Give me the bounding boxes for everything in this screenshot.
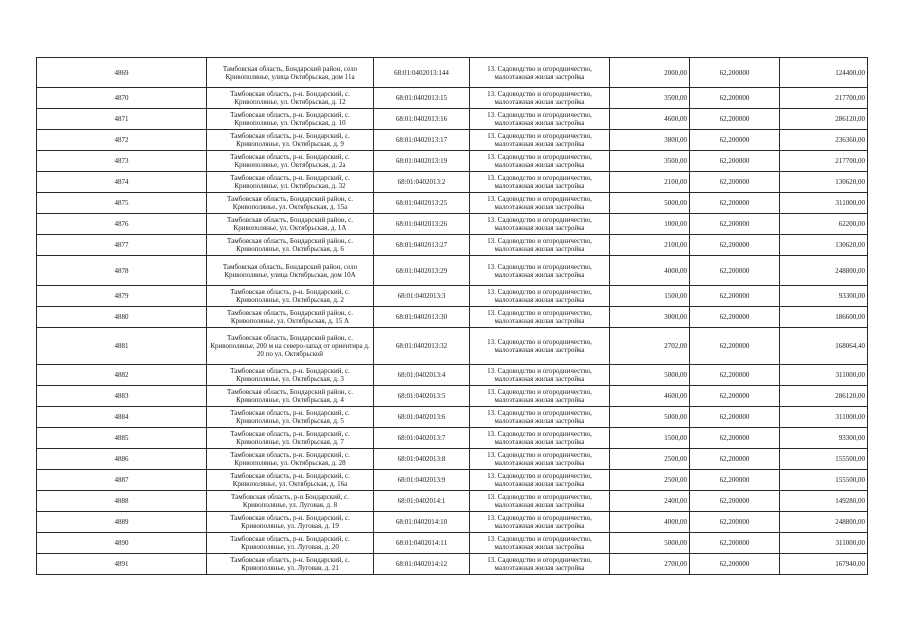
specific-value-cell: 62,200000: [690, 58, 780, 88]
table-row: [37, 193, 868, 214]
row-number: 4889: [37, 512, 207, 533]
row-number: 4869: [37, 58, 207, 88]
area-cell: 5000,00: [610, 407, 690, 428]
land-use-cell: 13. Садоводство и огородничество, малоэтажная жилая застройка: [470, 470, 610, 491]
table-row: [37, 256, 868, 286]
row-number: 4876: [37, 214, 207, 235]
specific-value-cell: 62,200000: [690, 214, 780, 235]
specific-value-cell: 62,200000: [690, 512, 780, 533]
area-cell: 4600,00: [610, 109, 690, 130]
specific-value-cell: 62,200000: [690, 286, 780, 307]
cadastral-value-cell: 248800,00: [780, 256, 868, 286]
row-number: 4877: [37, 235, 207, 256]
cadastral-value-cell: 311000,00: [780, 533, 868, 554]
cadastral-number-cell: 68:01:0402014:10: [374, 512, 470, 533]
address-cell: Тамбовская область, Бондарский район, с. Кривополянье, ул. Октябрьская, д. 15 А: [207, 307, 374, 328]
table-row: [37, 470, 868, 491]
land-use-cell: 13. Садоводство и огородничество, малоэтажная жилая застройка: [470, 386, 610, 407]
specific-value-cell: 62,200000: [690, 449, 780, 470]
cadastral-value-cell: 168064,40: [780, 328, 868, 365]
land-use-cell: 13. Садоводство и огородничество, малоэтажная жилая застройка: [470, 533, 610, 554]
land-use-cell: 13. Садоводство и огородничество, малоэтажная жилая застройка: [470, 449, 610, 470]
cadastral-value-cell: 130620,00: [780, 235, 868, 256]
specific-value-cell: 62,200000: [690, 491, 780, 512]
table-row: [37, 307, 868, 328]
row-number: 4886: [37, 449, 207, 470]
cadastral-value-cell: 93300,00: [780, 428, 868, 449]
table-row: [37, 554, 868, 575]
land-use-cell: 13. Садоводство и огородничество, малоэтажная жилая застройка: [470, 554, 610, 575]
cadastral-number-cell: 68:01:0402013:19: [374, 151, 470, 172]
cadastral-value-cell: 236360,00: [780, 130, 868, 151]
row-number: 4872: [37, 130, 207, 151]
land-use-cell: 13. Садоводство и огородничество, малоэтажная жилая застройка: [470, 328, 610, 365]
row-number: 4891: [37, 554, 207, 575]
address-cell: Тамбовская область, Бондарский район, с. Кривополянье, 200 м на северо-запад от ориентира д. 20 по ул. Октябрьской: [207, 328, 374, 365]
address-cell: Тамбовская область, р-н. Бондарский, с. Кривополянье, ул. Октябрьская, д. 28: [207, 449, 374, 470]
row-number: 4871: [37, 109, 207, 130]
row-number: 4878: [37, 256, 207, 286]
table-row: [37, 386, 868, 407]
table-row: [37, 88, 868, 109]
land-use-cell: 13. Садоводство и огородничество, малоэтажная жилая застройка: [470, 235, 610, 256]
table-row: [37, 328, 868, 365]
cadastral-number-cell: 68:01:0402013:29: [374, 256, 470, 286]
specific-value-cell: 62,200000: [690, 307, 780, 328]
specific-value-cell: 62,200000: [690, 172, 780, 193]
row-number: 4888: [37, 491, 207, 512]
cadastral-value-cell: 93300,00: [780, 286, 868, 307]
cadastral-number-cell: 68:01:0402013:7: [374, 428, 470, 449]
cadastral-value-cell: 217700,00: [780, 151, 868, 172]
specific-value-cell: 62,200000: [690, 256, 780, 286]
cadastral-value-cell: 124400,00: [780, 58, 868, 88]
row-number: 4870: [37, 88, 207, 109]
area-cell: 2100,00: [610, 235, 690, 256]
table-row: [37, 172, 868, 193]
cadastral-number-cell: 68:01:0402013:15: [374, 88, 470, 109]
specific-value-cell: 62,200000: [690, 130, 780, 151]
cadastral-number-cell: 68:01:0402013:25: [374, 193, 470, 214]
specific-value-cell: 62,200000: [690, 533, 780, 554]
address-cell: Тамбовская область, р-н. Бондарский, с. Кривополянье, ул. Октябрьская, д. 2а: [207, 151, 374, 172]
cadastral-number-cell: 68:01:0402013:3: [374, 286, 470, 307]
specific-value-cell: 62,200000: [690, 88, 780, 109]
table-row: [37, 151, 868, 172]
cadastral-value-cell: 155500,00: [780, 470, 868, 491]
specific-value-cell: 62,200000: [690, 151, 780, 172]
cadastral-value-cell: 311000,00: [780, 193, 868, 214]
area-cell: 2400,00: [610, 491, 690, 512]
cadastral-number-cell: 68:01:0402013:144: [374, 58, 470, 88]
cadastral-number-cell: 68:01:0402013:2: [374, 172, 470, 193]
address-cell: Тамбовская область, Бондарский район, с. Кривополянье, ул. Октябрьская, д. 6: [207, 235, 374, 256]
area-cell: 2700,00: [610, 554, 690, 575]
area-cell: 2500,00: [610, 470, 690, 491]
cadastral-number-cell: 68:01:0402013:27: [374, 235, 470, 256]
cadastral-value-cell: 186600,00: [780, 307, 868, 328]
area-cell: 2100,00: [610, 172, 690, 193]
area-cell: 5000,00: [610, 533, 690, 554]
area-cell: 3500,00: [610, 151, 690, 172]
address-cell: Тамбовская область, р-н. Бондарский, с. Кривополянье, ул. Октябрьская, д. 2: [207, 286, 374, 307]
address-cell: Тамбовская область, р-н. Бондарский, с. Кривополянье, ул. Октябрьская, д. 12: [207, 88, 374, 109]
land-use-cell: 13. Садоводство и огородничество, малоэтажная жилая застройка: [470, 172, 610, 193]
address-cell: Тамбовская область, Бондарский район, с. Кривополянье, ул. Октябрьская, д. 4: [207, 386, 374, 407]
area-cell: 1500,00: [610, 286, 690, 307]
area-cell: 5000,00: [610, 365, 690, 386]
land-use-cell: 13. Садоводство и огородничество, малоэтажная жилая застройка: [470, 365, 610, 386]
address-cell: Тамбовская область, р-н. Бондарский, с. Кривополянье, ул. Луговая, д. 20: [207, 533, 374, 554]
row-number: 4875: [37, 193, 207, 214]
area-cell: 3500,00: [610, 88, 690, 109]
address-cell: Тамбовская область, р-н. Бондарский, с. Кривополянье, ул. Октябрьская, д. 16а: [207, 470, 374, 491]
cadastral-value-cell: 149280,00: [780, 491, 868, 512]
cadastral-number-cell: 68:01:0402013:6: [374, 407, 470, 428]
land-use-cell: 13. Садоводство и огородничество, малоэтажная жилая застройка: [470, 88, 610, 109]
row-number: 4880: [37, 307, 207, 328]
cadastral-number-cell: 68:01:0402013:32: [374, 328, 470, 365]
land-use-cell: 13. Садоводство и огородничество, малоэтажная жилая застройка: [470, 512, 610, 533]
land-use-cell: 13. Садоводство и огородничество, малоэтажная жилая застройка: [470, 109, 610, 130]
cadastral-value-cell: 311000,00: [780, 365, 868, 386]
address-cell: Тамбовская область, р-н. Бондарский, с. Кривополянье, ул. Луговая, д. 19: [207, 512, 374, 533]
cadastral-number-cell: 68:01:0402013:4: [374, 365, 470, 386]
table-row: [37, 449, 868, 470]
table-row: [37, 365, 868, 386]
address-cell: Тамбовская область, р-н. Бондарский, с. Кривополянье, ул. Октябрьская, д. 3: [207, 365, 374, 386]
table-row: [37, 407, 868, 428]
area-cell: 4000,00: [610, 256, 690, 286]
cadastral-number-cell: 68:01:0402013:26: [374, 214, 470, 235]
cadastral-number-cell: 68:01:0402014:12: [374, 554, 470, 575]
table-row: [37, 428, 868, 449]
land-use-cell: 13. Садоводство и огородничество, малоэтажная жилая застройка: [470, 130, 610, 151]
row-number: 4879: [37, 286, 207, 307]
land-use-cell: 13. Садоводство и огородничество, малоэтажная жилая застройка: [470, 193, 610, 214]
area-cell: 5000,00: [610, 193, 690, 214]
cadastral-number-cell: 68:01:0402014:11: [374, 533, 470, 554]
specific-value-cell: 62,200000: [690, 109, 780, 130]
specific-value-cell: 62,200000: [690, 554, 780, 575]
table-row: [37, 214, 868, 235]
specific-value-cell: 62,200000: [690, 365, 780, 386]
cadastral-number-cell: 68:01:0402013:8: [374, 449, 470, 470]
address-cell: Тамбовская область, Бондарский район, с. Кривополянье, ул. Октябрьская, д. 1А: [207, 214, 374, 235]
land-use-cell: 13. Садоводство и огородничество, малоэтажная жилая застройка: [470, 58, 610, 88]
specific-value-cell: 62,200000: [690, 407, 780, 428]
address-cell: Тамбовская область, Бондарский район, село Кривополянье, улица Октябрьская, дом 11а: [207, 58, 374, 88]
row-number: 4890: [37, 533, 207, 554]
specific-value-cell: 62,200000: [690, 386, 780, 407]
row-number: 4882: [37, 365, 207, 386]
row-number: 4873: [37, 151, 207, 172]
table-row: [37, 286, 868, 307]
table-row: [37, 235, 868, 256]
area-cell: 4600,00: [610, 386, 690, 407]
area-cell: 2000,00: [610, 58, 690, 88]
table-row: [37, 533, 868, 554]
address-cell: Тамбовская область, р-н. Бондарский, с. Кривополянье, ул. Луговая, д. 21: [207, 554, 374, 575]
address-cell: Тамбовская область, р-н. Бондарский, с. Кривополянье, ул. Октябрьская, д. 7: [207, 428, 374, 449]
area-cell: 4000,00: [610, 512, 690, 533]
cadastral-value-cell: 167940,00: [780, 554, 868, 575]
address-cell: Тамбовская область, р-н Бондарский, с. Кривополянье, ул. Луговая, д. 8: [207, 491, 374, 512]
table-row: [37, 512, 868, 533]
address-cell: Тамбовская область, Бондарский район, село Кривополянье, улица Октябрьская, дом 10А: [207, 256, 374, 286]
area-cell: 1500,00: [610, 428, 690, 449]
specific-value-cell: 62,200000: [690, 470, 780, 491]
table-row: [37, 109, 868, 130]
area-cell: 2702,00: [610, 328, 690, 365]
cadastral-number-cell: 68:01:0402013:9: [374, 470, 470, 491]
cadastral-number-cell: 68:01:0402014:1: [374, 491, 470, 512]
cadastral-value-cell: 217700,00: [780, 88, 868, 109]
land-use-cell: 13. Садоводство и огородничество, малоэтажная жилая застройка: [470, 307, 610, 328]
cadastral-number-cell: 68:01:0402013:30: [374, 307, 470, 328]
cadastral-number-cell: 68:01:0402013:5: [374, 386, 470, 407]
cadastral-value-cell: 248800,00: [780, 512, 868, 533]
table-row: [37, 130, 868, 151]
area-cell: 3800,00: [610, 130, 690, 151]
address-cell: Тамбовская область, р-н. Бондарский, с. Кривополянье, ул. Октябрьская, д. 5: [207, 407, 374, 428]
land-use-cell: 13. Садоводство и огородничество, малоэтажная жилая застройка: [470, 428, 610, 449]
cadastral-value-cell: 311000,00: [780, 407, 868, 428]
area-cell: 2500,00: [610, 449, 690, 470]
row-number: 4884: [37, 407, 207, 428]
row-number: 4885: [37, 428, 207, 449]
cadastral-number-cell: 68:01:0402013:17: [374, 130, 470, 151]
cadastral-value-cell: 62200,00: [780, 214, 868, 235]
land-use-cell: 13. Садоводство и огородничество, малоэтажная жилая застройка: [470, 407, 610, 428]
land-use-cell: 13. Садоводство и огородничество, малоэтажная жилая застройка: [470, 256, 610, 286]
cadastral-value-cell: 286120,00: [780, 109, 868, 130]
specific-value-cell: 62,200000: [690, 428, 780, 449]
specific-value-cell: 62,200000: [690, 193, 780, 214]
address-cell: Тамбовская область, р-н. Бондарский, с. Кривополянье, ул. Октябрьская, д. 32: [207, 172, 374, 193]
address-cell: Тамбовская область, р-н. Бондарский, с. Кривополянье, ул. Октябрьская, д. 9: [207, 130, 374, 151]
land-use-cell: 13. Садоводство и огородничество, малоэтажная жилая застройка: [470, 286, 610, 307]
cadastral-value-table: [36, 57, 868, 575]
row-number: 4887: [37, 470, 207, 491]
land-use-cell: 13. Садоводство и огородничество, малоэтажная жилая застройка: [470, 491, 610, 512]
table-row: [37, 491, 868, 512]
table-body: [37, 58, 868, 575]
cadastral-number-cell: 68:01:0402013:16: [374, 109, 470, 130]
row-number: 4883: [37, 386, 207, 407]
cadastral-value-cell: 130620,00: [780, 172, 868, 193]
area-cell: 3000,00: [610, 307, 690, 328]
cadastral-value-cell: 286120,00: [780, 386, 868, 407]
specific-value-cell: 62,200000: [690, 328, 780, 365]
land-use-cell: 13. Садоводство и огородничество, малоэтажная жилая застройка: [470, 214, 610, 235]
specific-value-cell: 62,200000: [690, 235, 780, 256]
row-number: 4874: [37, 172, 207, 193]
table-row: [37, 58, 868, 88]
address-cell: Тамбовская область, р-н. Бондарский, с. Кривополянье, ул. Октябрьская, д. 10: [207, 109, 374, 130]
cadastral-value-cell: 155500,00: [780, 449, 868, 470]
address-cell: Тамбовская область, Бондарский район, с. Кривополянье, ул. Октябрьская, д. 15а: [207, 193, 374, 214]
row-number: 4881: [37, 328, 207, 365]
land-use-cell: 13. Садоводство и огородничество, малоэтажная жилая застройка: [470, 151, 610, 172]
area-cell: 1000,00: [610, 214, 690, 235]
